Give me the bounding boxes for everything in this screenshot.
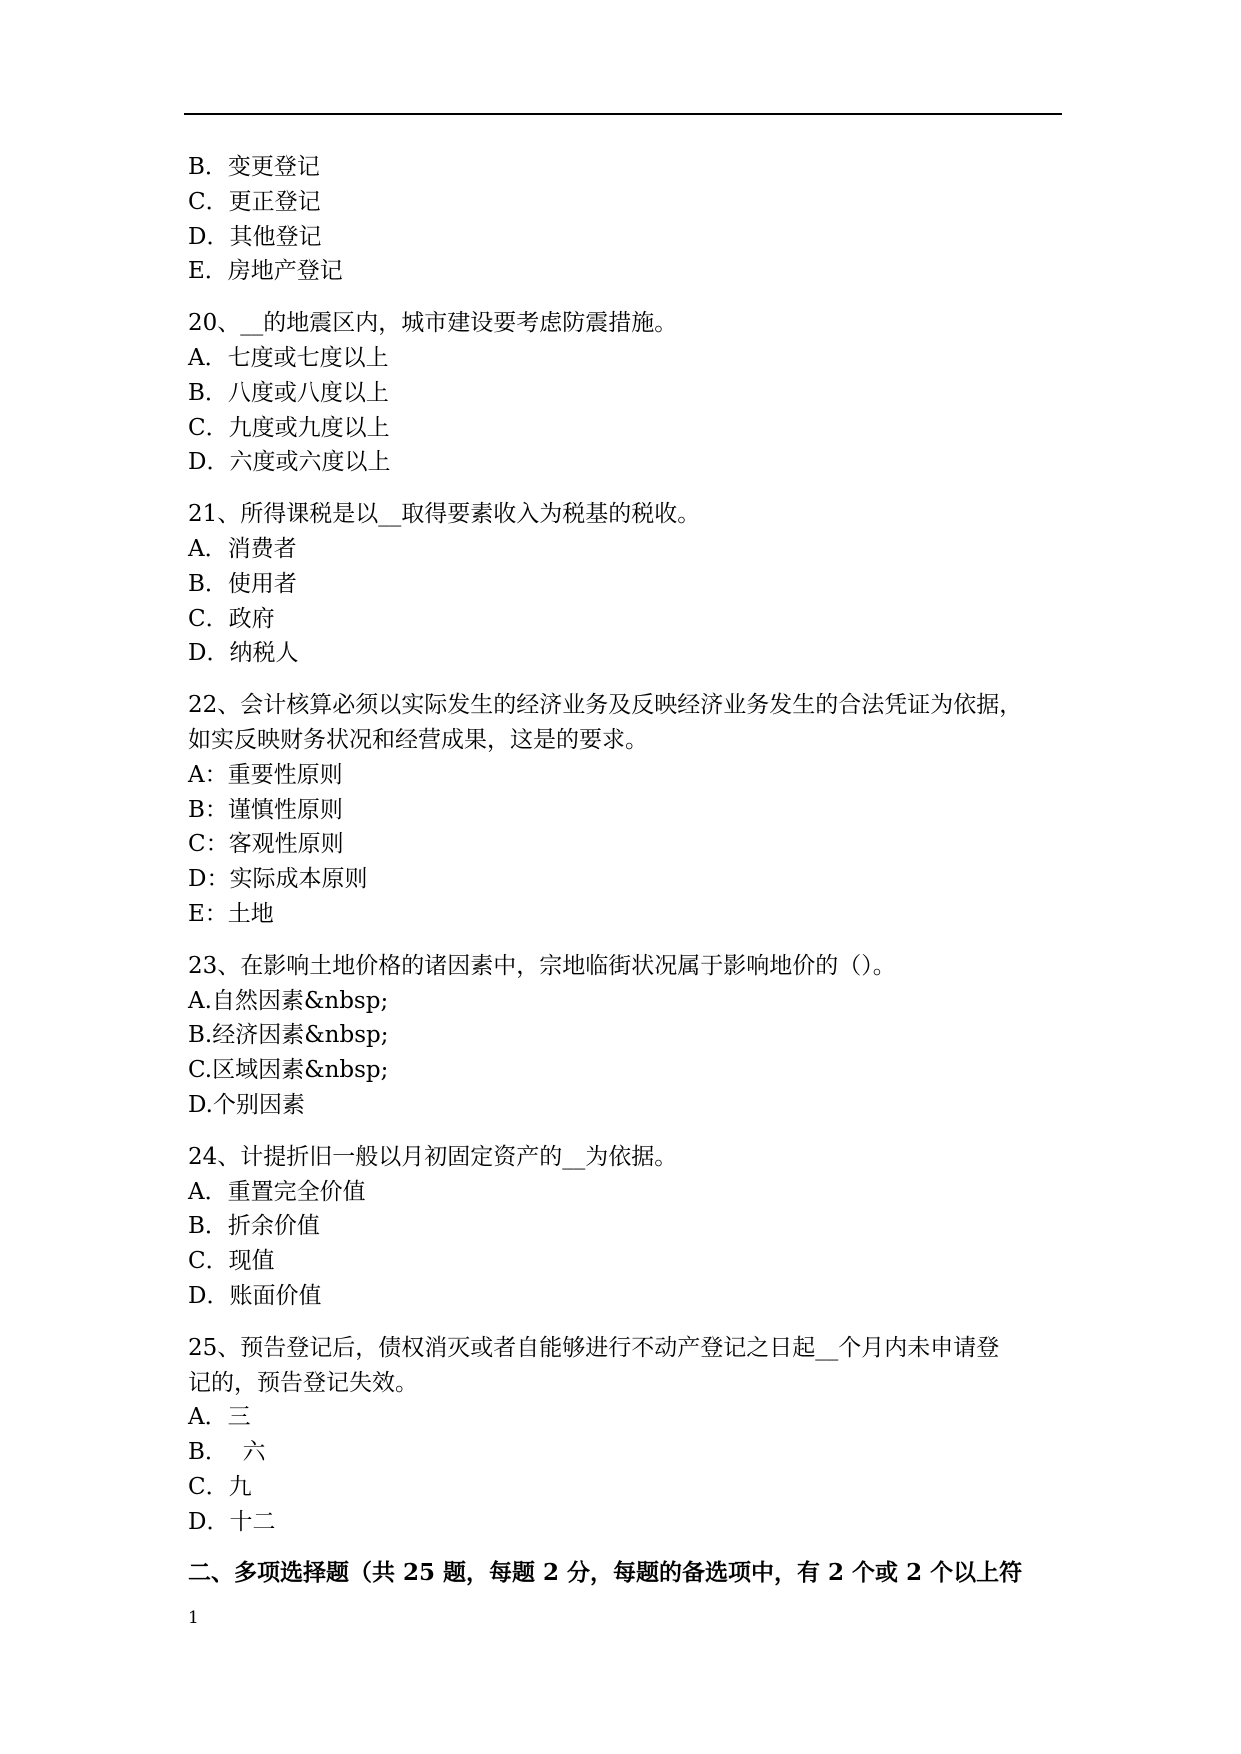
- question-list: [188, 150, 1068, 1539]
- answer-option: D．其他登记: [188, 223, 322, 250]
- answer-option: C.区域因素&nbsp;: [188, 1057, 389, 1084]
- answer-option: D．账面价值: [188, 1282, 322, 1309]
- answer-option: B．变更登记: [188, 154, 320, 180]
- question-text: 20、__的地震区内，城市建设要考虑防震措施。: [188, 310, 678, 337]
- answer-option: E：土地: [188, 900, 274, 927]
- answer-option: B．折余价值: [188, 1213, 320, 1240]
- answer-option: C．现值: [188, 1248, 275, 1275]
- answer-option: B．使用者: [188, 570, 297, 597]
- answer-option: D．十二: [188, 1508, 276, 1535]
- answer-option: B.经济因素&nbsp;: [188, 1022, 389, 1049]
- question-text: 如实反映财务状况和经营成果，这是的要求。: [188, 726, 648, 753]
- answer-option: A．七度或七度以上: [188, 344, 389, 371]
- answer-option: C．更正登记: [188, 188, 321, 215]
- question-text: 24、计提折旧一般以月初固定资产的__为依据。: [188, 1143, 678, 1170]
- answer-option: E．房地产登记: [188, 258, 343, 285]
- answer-option: A：重要性原则: [188, 761, 343, 788]
- question-text: 记的，预告登记失效。: [188, 1369, 418, 1396]
- question-block: [188, 150, 1068, 289]
- question-block: [188, 306, 1068, 480]
- answer-option: B：谨慎性原则: [188, 796, 343, 823]
- answer-option: B． 六: [188, 1439, 266, 1466]
- question-block: [188, 1331, 1068, 1540]
- answer-option: C．政府: [188, 605, 275, 632]
- answer-option: D.个别因素: [188, 1091, 305, 1118]
- header-rule: [184, 113, 1062, 115]
- answer-option: A．重置完全价值: [188, 1178, 366, 1205]
- question-text: 23、在影响土地价格的诸因素中，宗地临街状况属于影响地价的（）。: [188, 952, 896, 979]
- answer-option: C：客观性原则: [188, 831, 344, 858]
- question-block: [188, 949, 1068, 1123]
- page-number: 1: [188, 1608, 199, 1628]
- answer-option: A．三: [188, 1404, 251, 1431]
- answer-option: D．纳税人: [188, 640, 299, 667]
- document-body: [188, 150, 1068, 1591]
- answer-option: D．六度或六度以上: [188, 449, 391, 476]
- question-block: [188, 1140, 1068, 1314]
- question-block: [188, 688, 1068, 932]
- question-text: 22、会计核算必须以实际发生的经济业务及反映经济业务发生的合法凭证为依据，: [188, 692, 1023, 719]
- answer-option: D：实际成本原则: [188, 866, 368, 893]
- answer-option: C．九: [188, 1473, 252, 1500]
- answer-option: C．九度或九度以上: [188, 414, 390, 441]
- answer-option: A.自然因素&nbsp;: [188, 987, 389, 1014]
- section-heading: 二、多项选择题（共 25 题，每题 2 分，每题的备选项中，有 2 个或 2 个以上符: [188, 1559, 1023, 1587]
- question-block: [188, 497, 1068, 671]
- question-text: 21、所得课税是以__取得要素收入为税基的税收。: [188, 501, 701, 528]
- answer-option: B．八度或八度以上: [188, 379, 389, 406]
- answer-option: A．消费者: [188, 535, 297, 562]
- question-text: 25、预告登记后，债权消灭或者自能够进行不动产登记之日起__个月内未申请登: [188, 1334, 1000, 1361]
